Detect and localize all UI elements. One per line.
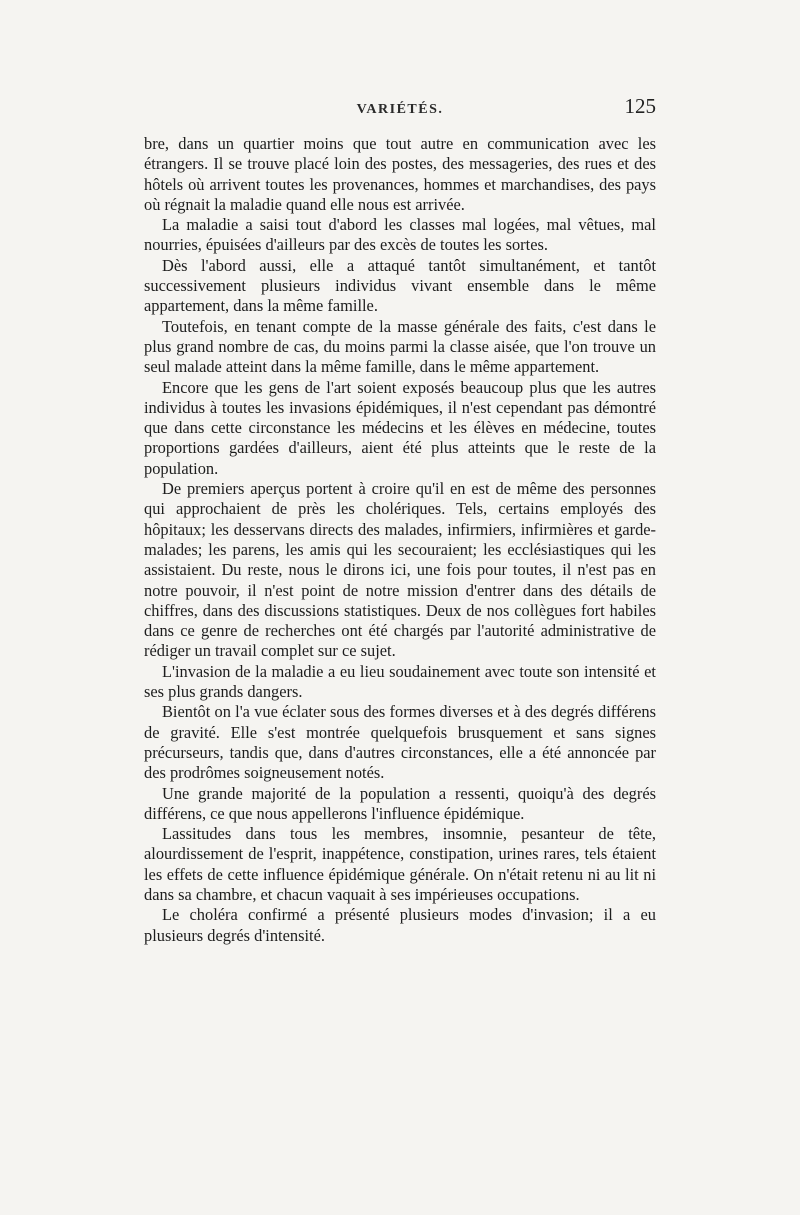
page-header: [144, 94, 656, 124]
paragraph: Toutefois, en tenant compte de la masse générale des faits, c'est dans le plus grand nombre de cas, du moins parmi la classe aisée, que l'on trouve un seul malade atteint dans la même famille, dans le même appartement.: [144, 316, 656, 377]
paragraph-continuation: bre, dans un quartier moins que tout autre en communication avec les étrangers. Il se trouve placé loin des postes, des messageries, des rues et des hôtels où arrivent toutes les provenances, hommes et marchandises, des pays où régnait la maladie quand elle nous est arrivée.: [144, 134, 656, 214]
running-title: VARIÉTÉS.: [356, 102, 444, 117]
paragraph: Bientôt on l'a vue éclater sous des formes diverses et à des degrés différens de gravité. Elle s'est montrée quelquefois brusquement et sans signes précurseurs, tandis que, dans d'autres circonstances, elle a été annoncée par des prodrômes soigneusement notés.: [144, 702, 656, 783]
paragraph: Encore que les gens de l'art soient exposés beaucoup plus que les autres individus à toutes les invasions épidémiques, il n'est cependant pas démontré que dans cette circonstance les médecins et les élèves en médecine, toutes proportions gardées d'ailleurs, aient été plus atteints que le reste de la population.: [144, 377, 656, 478]
paragraph: L'invasion de la maladie a eu lieu soudainement avec toute son intensité et ses plus grands dangers.: [144, 661, 656, 702]
paragraph: Le choléra confirmé a présenté plusieurs modes d'invasion; il a eu plusieurs degrés d'intensité.: [144, 905, 656, 945]
paragraph: Lassitudes dans tous les membres, insomnie, pesanteur de tête, alourdissement de l'esprit, inappétence, constipation, urines rares, tels étaient les effets de cette influence épidémique générale. On n'était retenu ni au lit ni dans sa chambre, et chacun vaquait à ses impérieuses occupations.: [144, 824, 656, 904]
page-number: 125: [624, 94, 656, 118]
body-text: [144, 134, 656, 946]
paragraph: La maladie a saisi tout d'abord les classes mal logées, mal vêtues, mal nourries, épuisées d'ailleurs par des excès de toutes les sortes.: [144, 215, 656, 255]
paragraph: De premiers aperçus portent à croire qu'il en est de même des personnes qui approchaient de près les cholériques. Tels, certains employés des hôpitaux; les desservans directs des malades, infirmiers, infirmières et garde-malades; les parens, les amis qui les secouraient; les ecclésiastiques qui les assistaient. Du reste, nous le dirons ici, une fois pour toutes, il n'est pas en notre pouvoir, il n'est point de notre mission d'entrer dans des détails de chiffres, dans des discussions statistiques. Deux de nos collègues fort habiles dans ce genre de recherches ont été chargés par l'autorité administrative de rédiger un travail complet sur ce sujet.: [144, 479, 656, 661]
paragraph: Une grande majorité de la population a ressenti, quoiqu'à des degrés différens, ce que nous appellerons l'influence épidémique.: [144, 783, 656, 823]
paragraph: Dès l'abord aussi, elle a attaqué tantôt simultanément, et tantôt successivement plusieurs individus vivant ensemble dans le même appartement, dans la même famille.: [144, 255, 656, 316]
